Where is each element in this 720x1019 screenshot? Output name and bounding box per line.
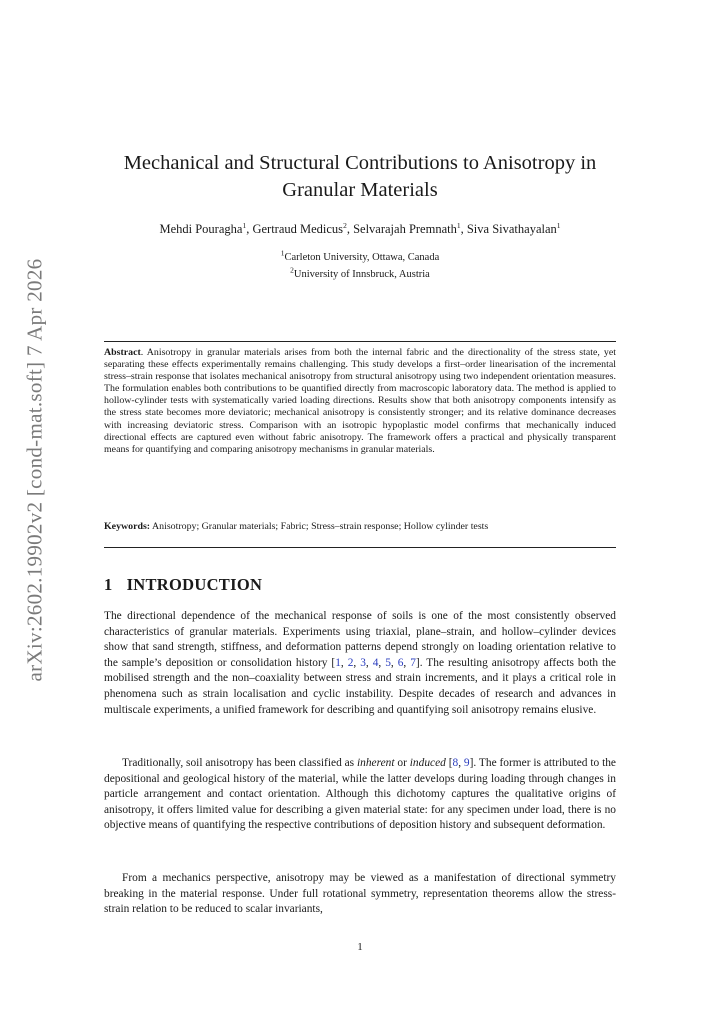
keywords-text: Anisotropy; Granular materials; Fabric; Stress–strain response; Hollow cylinder tests: [152, 521, 489, 532]
citation-link[interactable]: 9: [463, 757, 470, 769]
abstract-top-rule: [104, 341, 616, 342]
section-number: 1: [104, 575, 113, 594]
author: Selvarajah Premnath$^1$: [353, 220, 461, 236]
paper-title: [104, 150, 616, 204]
arxiv-watermark: [18, 258, 52, 682]
abstract: Abstract. Anisotropy in granular materials arises from both the internal fabric and the directionality of the stress state, yet separating these effects experimentally remains challenging. This study develops a first–order linearisation of the incremental stress–strain response that isolates mechanical anisotropy from structural anisotropy using two independent orientation measures. The formulation enables both contributions to be quantified directly from macroscopic laboratory data. The method is applied to hollow-cylinder tests with systematically varied loading directions. Results show that both anisotropy components intensify as the stress state becomes more deviatoric; mechanical anisotropy is consistently stronger; and its relative dominance decreases with increasing deviatoric stress. Comparison with an isotropic hypoplastic model confirms that mechanically induced directional effects are captured even without fabric anisotropy. The framework offers a practical and physically transparent means for quantifying and comparing anisotropy mechanisms in granular materials.: [104, 347, 616, 455]
abstract-bottom-rule: [104, 547, 616, 548]
paragraph-2: Traditionally, soil anisotropy has been classified as inherent or induced [8, 9]. The former is attributed to the depositional and geological history of the material, while the latter develops during loading through changes in particle arrangement and contact orientation. Although this dichotomy captures the qualitative origins of anisotropy, it offers limited value for describing a given material state: for any specimen under load, there is no objective means of quantifying the respective contributions of deposition history and subsequent deformation.: [104, 757, 616, 832]
author: Gertraud Medicus$^2$: [252, 220, 347, 236]
citation-link[interactable]: 6: [397, 656, 404, 669]
citation-link[interactable]: 2: [347, 656, 354, 669]
citation-link[interactable]: 4: [372, 656, 379, 669]
title-line-2: Granular Materials: [282, 179, 438, 201]
citation-link[interactable]: 1: [335, 656, 341, 669]
abstract-label: Abstract: [104, 347, 141, 358]
arxiv-id: arXiv:2602.19902v2 [cond-mat.soft] 7 Apr 2026: [22, 258, 47, 682]
paragraph-3: From a mechanics perspective, anisotropy may be viewed as a manifestation of directional symmetry breaking in the material response. Under full rotational symmetry, representation theorems allow the stress-strain relation to be reduced to scalar invariants,: [104, 872, 616, 916]
keywords-label: Keywords:: [104, 521, 151, 532]
title-line-1: Mechanical and Structural Contributions to Anisotropy in: [123, 152, 597, 174]
author: Mehdi Pouragha$^1$: [159, 220, 247, 236]
abstract-text: Anisotropy in granular materials arises from both the internal fabric and the directionality of the stress state, yet separating these effects experimentally remains challenging. This study develops a first–order linearisation of the incremental stress–strain response that isolates mechanical anisotropy from structural anisotropy using two independent orientation measures. The formulation enables both contributions to be quantified directly from macroscopic laboratory data. The method is applied to hollow-cylinder tests with systematically varied loading directions. Results show that both anisotropy components intensify as the stress state becomes more deviatoric; mechanical anisotropy is consistently stronger; and its relative dominance decreases with increasing deviatoric stress. Comparison with an isotropic hypoplastic model confirms that mechanically induced directional effects are captured even without fabric anisotropy. The framework offers a practical and physically transparent means for quantifying and comparing anisotropy mechanisms in granular materials.: [104, 347, 616, 455]
citation-link[interactable]: 8: [452, 757, 459, 769]
affiliation-1: $^1$Carleton University, Ottawa, Canada: [280, 248, 440, 263]
author-list: Mehdi Pouragha$^1$, Gertraud Medicus$^2$, Selvarajah Premnath$^1$, Siva Sivathayalan$^1$: [159, 220, 561, 236]
citation-link[interactable]: 7: [410, 656, 416, 669]
citation-link[interactable]: 5: [385, 656, 391, 669]
section-title: INTRODUCTION: [126, 575, 263, 594]
author: Siva Sivathayalan$^1$: [466, 220, 561, 236]
citation-link[interactable]: 3: [360, 656, 366, 669]
section-heading: [104, 575, 262, 595]
paragraph-1: The directional dependence of the mechanical response of soils is one of the most consistently observed characteristics of granular materials. Experiments using triaxial, plane–strain, and hollow–cylinder devices show that sand strength, stiffness, and deformation patterns depend strongly on loading orientation relative to the sample’s deposition or consolidation history [1, 2, 3, 4, 5, 6, 7]. The resulting anisotropy affects both the mobilised strength and the non–coaxiality between stress and strain increments, and it plays a critical role in phenomena such as strain localisation and cyclic instability. Despite decades of research and advances in multiscale experiments, a unified framework for describing and quantifying soil anisotropy remains elusive.: [104, 610, 616, 716]
keywords: [104, 521, 616, 532]
page-number: 1: [357, 941, 363, 953]
affiliation-2: $^2$University of Innsbruck, Austria: [290, 265, 430, 280]
